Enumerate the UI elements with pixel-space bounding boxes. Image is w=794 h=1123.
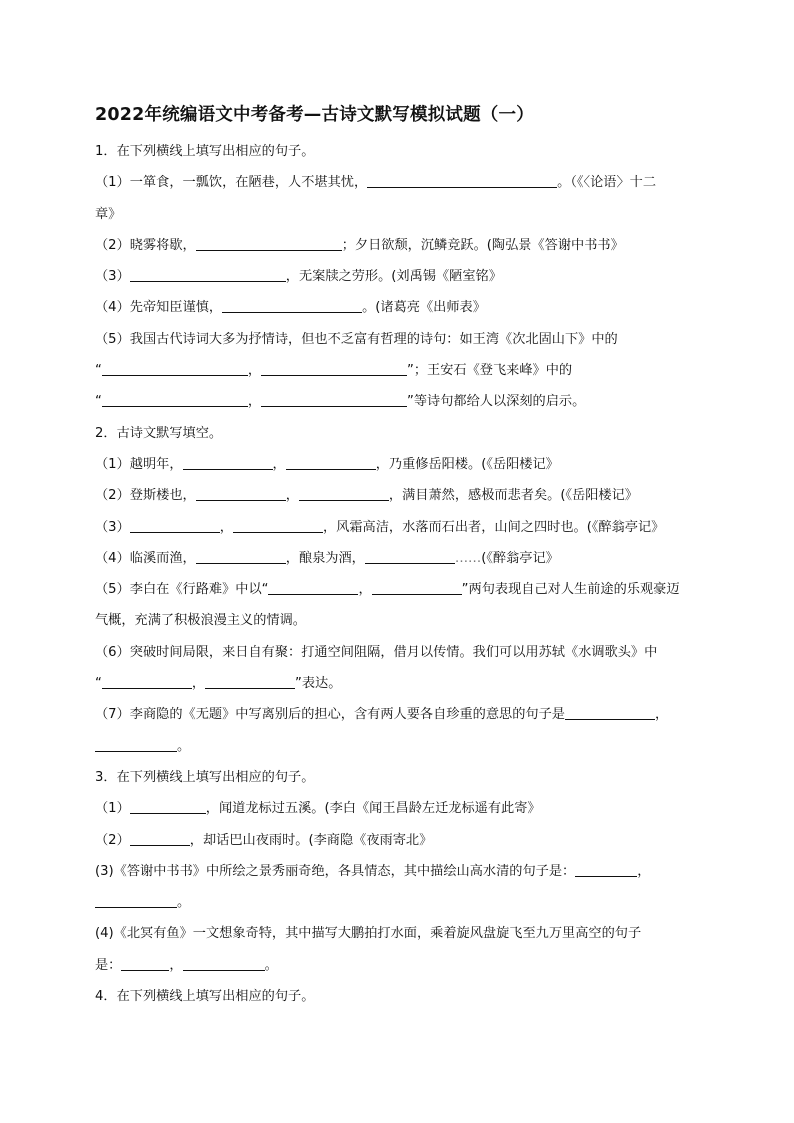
text-line bbox=[95, 699, 699, 730]
text-segment: ， bbox=[637, 863, 651, 879]
text-line bbox=[95, 887, 699, 918]
text-segment: （1） bbox=[95, 801, 130, 817]
text-line bbox=[95, 950, 699, 981]
text-line: 4．在下列横线上填写出相应的句子。 bbox=[95, 989, 315, 1005]
text-line bbox=[95, 793, 699, 824]
text-line: (4)《北冥有鱼》一文想象奇特，其中描写大鹏拍打水面，乘着旋风盘旋飞至九万里高空的句子 bbox=[95, 926, 642, 942]
answer-blank[interactable] bbox=[102, 674, 192, 689]
text-line: 2．古诗文默写填空。 bbox=[95, 425, 223, 441]
question-list bbox=[95, 136, 699, 1012]
document-page bbox=[95, 100, 699, 1012]
answer-blank[interactable] bbox=[130, 799, 206, 814]
text-line bbox=[95, 512, 699, 543]
text-segment: （4）临溪而渔， bbox=[95, 550, 196, 566]
text-line bbox=[95, 856, 699, 887]
answer-blank[interactable] bbox=[233, 518, 323, 533]
answer-blank[interactable] bbox=[95, 737, 177, 752]
text-segment: ， bbox=[219, 519, 233, 535]
answer-blank[interactable] bbox=[102, 361, 248, 376]
text-segment: （2）晓雾将歇， bbox=[95, 237, 196, 253]
text-line: 1．在下列横线上填写出相应的句子。 bbox=[95, 144, 315, 159]
text-segment: ，满目萧然，感极而悲者矣。(《岳阳楼记》 bbox=[388, 488, 638, 504]
text-segment: 。 bbox=[177, 738, 191, 754]
text-line bbox=[95, 480, 699, 511]
text-segment: ， bbox=[272, 456, 286, 472]
text-line bbox=[95, 292, 699, 323]
text-line: （5）我国古代诗词大多为抒情诗，但也不乏富有哲理的诗句：如王湾《次北固山下》中的 bbox=[95, 331, 618, 347]
text-segment: ， bbox=[285, 488, 299, 504]
answer-blank[interactable] bbox=[196, 549, 286, 564]
text-line: 3．在下列横线上填写出相应的句子。 bbox=[95, 769, 315, 785]
answer-blank[interactable] bbox=[205, 674, 295, 689]
text-segment: 。 bbox=[177, 895, 191, 911]
text-line: 章》 bbox=[95, 206, 122, 222]
text-segment: （3） bbox=[95, 519, 130, 535]
answer-blank[interactable] bbox=[183, 455, 273, 470]
answer-blank[interactable] bbox=[196, 236, 342, 251]
text-line bbox=[95, 355, 699, 386]
answer-blank[interactable] bbox=[130, 518, 220, 533]
answer-blank[interactable] bbox=[286, 455, 376, 470]
document-title: 2022年统编语文中考备考—古诗文默写模拟试题（一） bbox=[95, 105, 534, 125]
text-segment: （2）登斯楼也， bbox=[95, 488, 196, 504]
text-segment: （4）先帝知臣谨慎， bbox=[95, 300, 223, 316]
text-segment: ，却话巴山夜雨时。(李商隐《夜雨寄北》 bbox=[189, 832, 433, 848]
answer-blank[interactable] bbox=[565, 705, 655, 720]
text-segment: ”等诗句都给人以深刻的启示。 bbox=[407, 394, 586, 410]
text-segment: 。 bbox=[264, 957, 278, 973]
answer-blank[interactable] bbox=[367, 173, 557, 188]
text-segment: （3） bbox=[95, 269, 130, 285]
answer-blank[interactable] bbox=[261, 361, 407, 376]
ellipsis: …… bbox=[454, 550, 482, 566]
text-segment: （5）李白在《行路难》中以“ bbox=[95, 582, 269, 598]
answer-blank[interactable] bbox=[261, 392, 407, 407]
text-line bbox=[95, 543, 699, 574]
answer-blank[interactable] bbox=[121, 956, 169, 971]
answer-blank[interactable] bbox=[299, 486, 389, 501]
text-segment: “ bbox=[95, 676, 102, 692]
text-line bbox=[95, 230, 699, 261]
text-segment: 。(诸葛亮《出师表》 bbox=[362, 300, 486, 316]
text-line bbox=[95, 386, 699, 417]
text-line bbox=[95, 731, 699, 762]
text-segment: ， bbox=[654, 707, 669, 723]
text-line: 气概，充满了积极浪漫主义的情调。 bbox=[95, 613, 306, 629]
answer-blank[interactable] bbox=[102, 392, 248, 407]
text-segment: (3)《答谢中书书》中所绘之景秀丽奇绝，各具情态，其中描绘山高水清的句子是： bbox=[95, 863, 576, 879]
text-segment: （7）李商隐的《无题》中写离别后的担心，含有两人要各自珍重的意思的句子是 bbox=[95, 707, 565, 723]
text-segment: ， bbox=[247, 394, 262, 410]
answer-blank[interactable] bbox=[183, 956, 265, 971]
answer-blank[interactable] bbox=[372, 580, 462, 595]
answer-blank[interactable] bbox=[130, 267, 286, 282]
text-segment: ， bbox=[191, 676, 206, 692]
answer-blank[interactable] bbox=[268, 580, 358, 595]
text-line bbox=[95, 825, 699, 856]
text-segment: ”表达。 bbox=[295, 676, 342, 692]
text-line bbox=[95, 449, 699, 480]
text-segment: ”；王安石《登飞来峰》中的 bbox=[407, 363, 573, 379]
text-segment: 。（《〈论语〉十二 bbox=[557, 175, 657, 191]
text-segment: （1）一箪食，一瓢饮，在陋巷，人不堪其忧， bbox=[95, 175, 368, 191]
text-segment: ，风霜高洁，水落而石出者，山间之四时也。(《醉翁亭记》 bbox=[322, 519, 665, 535]
text-line bbox=[95, 167, 699, 198]
text-line bbox=[95, 668, 699, 699]
text-segment: ， bbox=[358, 582, 372, 598]
text-segment: ，闻道龙标过五溪。(李白《闻王昌龄左迁龙标遥有此寄》 bbox=[205, 801, 541, 817]
text-segment: ，乃重修岳阳楼。(《岳阳楼记》 bbox=[375, 456, 559, 472]
answer-blank[interactable] bbox=[130, 831, 190, 846]
text-segment: ；夕日欲颓，沉鳞竞跃。(陶弘景《答谢中书书》 bbox=[341, 237, 624, 253]
text-segment: ， bbox=[169, 957, 183, 973]
text-segment: ”两句表现自己对人生前途的乐观豪迈 bbox=[461, 582, 680, 598]
text-segment: “ bbox=[95, 394, 102, 410]
answer-blank[interactable] bbox=[196, 486, 286, 501]
text-line: （6）突破时间局限，来日自有聚：打通空间阻隔，借月以传情。我们可以用苏轼《水调歌头》中 bbox=[95, 644, 658, 660]
text-segment: “ bbox=[95, 363, 102, 379]
text-segment: 是： bbox=[95, 957, 122, 973]
answer-blank[interactable] bbox=[222, 298, 362, 313]
answer-blank[interactable] bbox=[95, 893, 177, 908]
text-line bbox=[95, 574, 699, 605]
text-segment: （2） bbox=[95, 832, 130, 848]
answer-blank[interactable] bbox=[365, 549, 455, 564]
text-segment: ， bbox=[247, 363, 262, 379]
text-segment: ，酿泉为酒， bbox=[285, 550, 365, 566]
text-segment: （1）越明年， bbox=[95, 456, 183, 472]
text-line bbox=[95, 261, 699, 292]
answer-blank[interactable] bbox=[575, 862, 637, 877]
text-segment: ，无案牍之劳形。(刘禹锡《陋室铭》 bbox=[285, 269, 502, 285]
text-segment: (《醉翁亭记》 bbox=[481, 550, 559, 566]
